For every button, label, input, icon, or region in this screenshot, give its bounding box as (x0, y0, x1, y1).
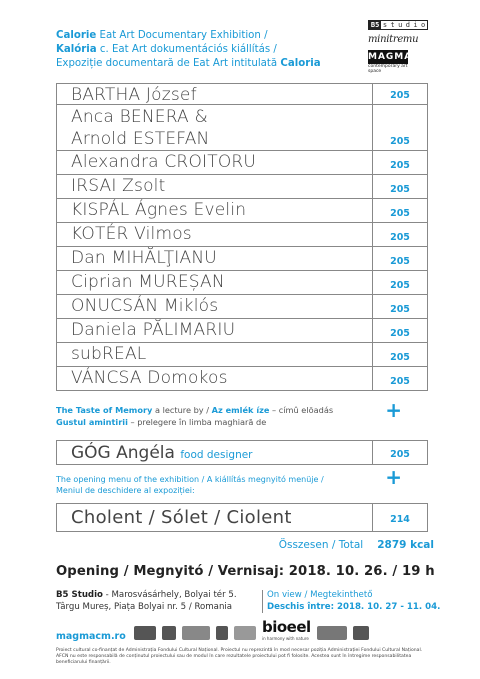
b5-studio-logo: B5 s t u d i o (368, 20, 428, 30)
table-row (56, 367, 428, 391)
calorie-value: 205 (390, 328, 410, 339)
lecturer-row (56, 440, 428, 465)
sponsor-logos (134, 618, 434, 643)
calorie-value: 205 (390, 208, 410, 219)
table-row (56, 223, 428, 247)
artist-name: ONUCSÁN Miklós (57, 295, 373, 318)
calorie-value: 205 (390, 449, 410, 460)
table-row (56, 247, 428, 271)
calorie-value: 205 (390, 256, 410, 267)
on-view-dates: On view / Megtekinthető Deschis între: 2018. 10. 27 - 11. 04. (262, 590, 440, 613)
table-row (56, 199, 428, 223)
sponsor-logo-1 (134, 626, 156, 640)
artist-name: Anca BENERA & Arnold ESTEFAN (57, 105, 373, 150)
calorie-value: 205 (390, 232, 410, 243)
table-row (56, 175, 428, 199)
calorie-value: 205 (390, 304, 410, 315)
funding-disclaimer: Proiect cultural co-finanțat de Administrația Fondului Cultural Național. Proiectul nu reprezintă în mod necesar poziția Administrației Fondului Cultural Național. AFCN nu este responsabilă de conținutul proiectului sau de modul în care rezultatele proiectului pot fi folosite. Acestea sunt în întregime responsabilitatea beneficiarului finanțării. (56, 648, 423, 665)
total-calories (56, 539, 434, 551)
venue-address: B5 Studio - Marosvásárhely, Bolyai tér 5. Târgu Mureș, Piața Bolyai nr. 5 / Romania (56, 590, 237, 612)
table-row (56, 151, 428, 175)
sponsor-logo-3 (182, 626, 210, 640)
calorie-value: 205 (390, 280, 410, 291)
sponsor-logo-5 (234, 626, 256, 640)
artist-name: KISPÁL Ágnes Evelin (57, 199, 373, 222)
magma-logo-subtitle: contemporary art space (368, 64, 408, 74)
calorie-value: 214 (390, 514, 410, 525)
plus-icon: + (385, 398, 402, 422)
table-row (56, 319, 428, 343)
artist-name: Alexandra CROITORU (57, 151, 373, 174)
calorie-value: 205 (390, 136, 410, 147)
sponsor-logo-2 (162, 626, 176, 640)
artist-name: Dan MIHĂLŢIANU (57, 247, 373, 270)
artist-name: BARTHA József (57, 84, 373, 104)
sponsor-logo-6 (317, 626, 347, 640)
dish-row (56, 503, 428, 532)
lecturer-name: GÓG Angéla (71, 443, 175, 463)
opening-menu-info: The opening menu of the exhibition / A kiállítás megnyitó menüje / Meniul de deschidere al expoziției: + (56, 465, 402, 495)
organizer-logos (368, 20, 428, 74)
table-row (56, 271, 428, 295)
calorie-value: 205 (390, 90, 410, 101)
bioeel-logo: bioeel in harmony with nature (262, 618, 311, 641)
title-ro: Expoziție documentară de Eat Art intitulată (56, 58, 281, 69)
lecture-info: The Taste of Memory a lecture by / Az emlék íze – címû elõadás Gustul amintirii – prelegere în limba maghiară de + (56, 398, 402, 427)
calorie-value: 205 (390, 160, 410, 171)
calorie-value: 205 (390, 184, 410, 195)
title-hu-bold: Kalória (56, 44, 97, 55)
lecturer-role: food designer (180, 449, 253, 461)
opening-date: Opening / Megnyitó / Vernisaj: 2018. 10. 26. / 19 h (56, 564, 435, 579)
table-row (56, 83, 428, 105)
title-en: Eat Art Documentary Exhibition / (96, 30, 268, 41)
minitremu-logo: minitremu (368, 34, 419, 45)
table-row (56, 105, 428, 151)
table-row (56, 295, 428, 319)
sponsor-logo-4 (216, 626, 228, 640)
artist-name: Daniela PĂLIMARIU (57, 319, 373, 342)
title-hu: c. Eat Art dokumentációs kiállítás / (96, 44, 277, 55)
dish-name: Cholent / Sólet / Ciolent (57, 504, 373, 531)
title-en-bold: Calorie (56, 30, 97, 41)
total-value: 2879 kcal (377, 539, 434, 551)
website-link[interactable]: magmacm.ro (56, 631, 126, 642)
exhibition-title (56, 29, 356, 71)
artist-name: VÁNCSA Domokos (57, 367, 373, 390)
artist-name: Ciprian MUREȘAN (57, 271, 373, 294)
calorie-value: 205 (390, 376, 410, 387)
sponsor-logo-7 (353, 626, 369, 640)
plus-icon: + (385, 465, 402, 489)
artist-name: KOTÉR Vilmos (57, 223, 373, 246)
artist-name: subREAL (57, 343, 373, 366)
artist-calorie-table (56, 83, 428, 391)
total-label: Összesen / Total (278, 539, 364, 551)
title-ro-bold: Caloria (280, 58, 321, 69)
magma-logo: MAGMA (368, 52, 413, 62)
artist-name: IRSAI Zsolt (57, 175, 373, 198)
calorie-value: 205 (390, 352, 410, 363)
table-row (56, 343, 428, 367)
